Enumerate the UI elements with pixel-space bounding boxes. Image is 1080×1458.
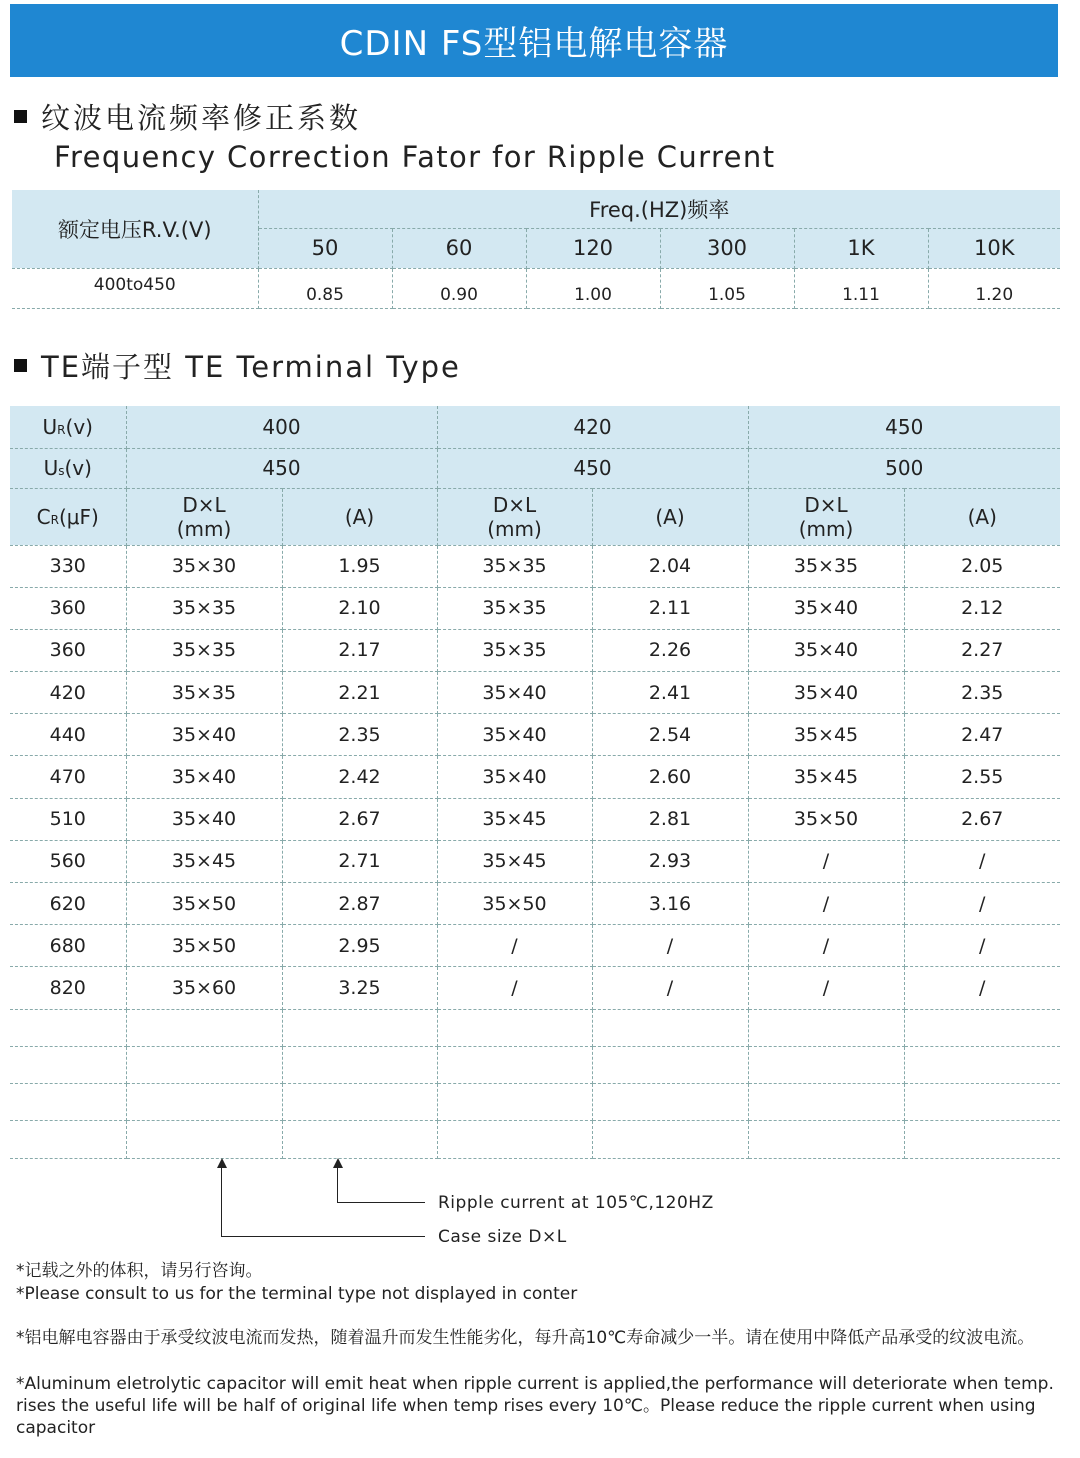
capacitance-cell: 510 (10, 798, 126, 840)
coefficient-cell: 1.11 (794, 268, 928, 308)
case-size-cell: 35×50 (126, 883, 282, 925)
rv-value: 400to450 (12, 268, 258, 308)
ripple-current-cell: / (904, 840, 1060, 882)
ripple-current-cell: 2.93 (592, 840, 748, 882)
case-size-cell: 35×50 (748, 798, 904, 840)
case-size-cell: 35×35 (126, 629, 282, 671)
case-size-cell: 35×50 (437, 883, 592, 925)
ur-value: 420 (437, 406, 748, 448)
dl-header: D×L (mm) (126, 488, 282, 545)
case-size-cell: 35×45 (748, 756, 904, 798)
case-size-cell: 35×40 (126, 714, 282, 756)
coefficient-cell: 1.20 (928, 268, 1060, 308)
ripple-current-cell: / (904, 883, 1060, 925)
case-size-cell: 35×35 (437, 629, 592, 671)
ripple-current-cell: 2.55 (904, 756, 1060, 798)
case-size-cell: 35×45 (437, 798, 592, 840)
dl-header: D×L (mm) (748, 488, 904, 545)
amp-header: (A) (592, 488, 748, 545)
table-row (10, 967, 1060, 1009)
te-terminal-table (10, 406, 1060, 1159)
ripple-current-cell: 3.25 (282, 967, 437, 1009)
case-size-cell: 35×40 (126, 798, 282, 840)
table-row (10, 672, 1060, 714)
freq-cell: 1K (794, 228, 928, 268)
case-size-cell: 35×40 (437, 714, 592, 756)
capacitance-cell: 440 (10, 714, 126, 756)
ripple-annotation: Ripple current at 105℃,120HZ (438, 1193, 714, 1213)
ripple-current-cell: 2.60 (592, 756, 748, 798)
case-size-cell: 35×40 (437, 756, 592, 798)
page-header (10, 4, 1058, 77)
capacitance-cell: 560 (10, 840, 126, 882)
ripple-current-cell: / (904, 925, 1060, 967)
ripple-current-cell: 2.21 (282, 672, 437, 714)
square-bullet-icon (14, 359, 27, 372)
ripple-current-cell: 2.27 (904, 629, 1060, 671)
case-size-cell: 35×40 (748, 672, 904, 714)
capacitance-cell: 470 (10, 756, 126, 798)
ur-value: 400 (126, 406, 437, 448)
table-row (10, 840, 1060, 882)
coefficient-cell: 1.05 (660, 268, 794, 308)
case-size-cell: 35×40 (437, 672, 592, 714)
freq-cell: 300 (660, 228, 794, 268)
ripple-current-cell: / (592, 925, 748, 967)
ripple-current-cell: 2.35 (282, 714, 437, 756)
coefficient-cell: 0.85 (258, 268, 392, 308)
freq-section-title (14, 96, 361, 137)
us-value: 450 (126, 448, 437, 488)
ripple-current-cell: 2.12 (904, 587, 1060, 629)
ripple-current-cell: 2.54 (592, 714, 748, 756)
case-size-cell: 35×40 (748, 587, 904, 629)
case-size-cell: 35×40 (126, 756, 282, 798)
case-size-cell: 35×30 (126, 545, 282, 587)
ur-label: UR(v) (10, 406, 126, 448)
arrow-up-icon (217, 1158, 227, 1168)
us-value: 450 (437, 448, 748, 488)
case-size-cell: / (437, 967, 592, 1009)
table-row (10, 883, 1060, 925)
case-size-cell: 35×35 (126, 672, 282, 714)
note-en-1: *Please consult to us for the terminal type not displayed in conter (16, 1284, 578, 1304)
arrow-up-icon (333, 1158, 343, 1168)
ripple-current-cell: 2.42 (282, 756, 437, 798)
freq-cell: 50 (258, 228, 392, 268)
rated-voltage-header: 额定电压R.V.(V) (12, 190, 258, 268)
ripple-current-cell: 2.67 (904, 798, 1060, 840)
ripple-current-cell: 2.26 (592, 629, 748, 671)
table-row (10, 587, 1060, 629)
capacitance-cell: 420 (10, 672, 126, 714)
ripple-current-cell: 2.04 (592, 545, 748, 587)
ripple-current-cell: 2.41 (592, 672, 748, 714)
table-row (10, 798, 1060, 840)
ripple-current-cell: / (592, 967, 748, 1009)
ripple-current-cell: 2.17 (282, 629, 437, 671)
case-size-cell: 35×50 (126, 925, 282, 967)
case-size-cell: / (748, 840, 904, 882)
ripple-current-cell: / (904, 967, 1060, 1009)
ripple-current-cell: 2.81 (592, 798, 748, 840)
capacitance-cell: 360 (10, 629, 126, 671)
table-row (10, 714, 1060, 756)
ripple-pointer-line (337, 1202, 425, 1203)
ripple-pointer-line (337, 1166, 338, 1203)
ripple-current-cell: 2.05 (904, 545, 1060, 587)
cr-label: CR(μF) (10, 488, 126, 545)
freq-cell: 10K (928, 228, 1060, 268)
coefficient-cell: 1.00 (526, 268, 660, 308)
table-row (10, 925, 1060, 967)
te-title: TE端子型 TE Terminal Type (41, 350, 461, 384)
ripple-current-cell: 2.95 (282, 925, 437, 967)
freq-title-en: Frequency Correction Fator for Ripple Current (54, 140, 776, 174)
capacitance-cell: 820 (10, 967, 126, 1009)
case-size-cell: 35×35 (437, 545, 592, 587)
case-size-cell: 35×45 (748, 714, 904, 756)
case-size-cell: / (748, 925, 904, 967)
case-size-cell: 35×35 (748, 545, 904, 587)
freq-title-cn: 纹波电流频率修正系数 (41, 101, 362, 135)
ur-value: 450 (748, 406, 1060, 448)
ripple-current-cell: 2.35 (904, 672, 1060, 714)
ripple-current-cell: 2.67 (282, 798, 437, 840)
freq-cell: 60 (392, 228, 526, 268)
case-size-cell: 35×60 (126, 967, 282, 1009)
us-label: Us(v) (10, 448, 126, 488)
te-section-title (14, 345, 461, 386)
case-size-cell: / (748, 883, 904, 925)
freq-cell: 120 (526, 228, 660, 268)
ripple-current-cell: 2.47 (904, 714, 1060, 756)
ripple-current-cell: 2.11 (592, 587, 748, 629)
ripple-current-cell: 2.87 (282, 883, 437, 925)
frequency-correction-table (12, 190, 1060, 309)
table-row (10, 629, 1060, 671)
case-size-cell: 35×45 (437, 840, 592, 882)
dl-header: D×L (mm) (437, 488, 592, 545)
capacitance-cell: 680 (10, 925, 126, 967)
ripple-current-cell: 1.95 (282, 545, 437, 587)
note-cn-1: *记载之外的体积，请另行咨询。 (16, 1261, 263, 1281)
case-size-cell: 35×45 (126, 840, 282, 882)
amp-header: (A) (904, 488, 1060, 545)
freq-header: Freq.(HZ)频率 (258, 190, 1060, 228)
capacitance-cell: 330 (10, 545, 126, 587)
case-size-cell: 35×35 (437, 587, 592, 629)
us-value: 500 (748, 448, 1060, 488)
case-size-annotation: Case size D×L (438, 1227, 567, 1247)
table-row (10, 756, 1060, 798)
case-size-pointer-line (221, 1236, 425, 1237)
case-size-cell: / (437, 925, 592, 967)
case-size-cell: 35×40 (748, 629, 904, 671)
square-bullet-icon (14, 110, 27, 123)
ripple-current-cell: 2.71 (282, 840, 437, 882)
amp-header: (A) (282, 488, 437, 545)
capacitance-cell: 360 (10, 587, 126, 629)
coefficient-cell: 0.90 (392, 268, 526, 308)
ripple-current-cell: 2.10 (282, 587, 437, 629)
case-size-cell: / (748, 967, 904, 1009)
capacitance-cell: 620 (10, 883, 126, 925)
ripple-current-cell: 3.16 (592, 883, 748, 925)
page-title: CDIN FS型铝电解电容器 (339, 24, 729, 64)
note-cn-2: *铝电解电容器由于承受纹波电流而发热，随着温升而发生性能劣化，每升高10℃寿命减少一半。请在使用中降低产品承受的纹波电流。 (16, 1328, 1035, 1348)
note-en-2: *Aluminum eletrolytic capacitor will emit heat when ripple current is applied,the performance will deteriorate when temp. rises the useful life will be half of original life when temp rises every 10℃。Please reduce the ripple current when using capacitor (16, 1374, 1054, 1438)
table-row (10, 545, 1060, 587)
case-size-pointer-line (221, 1166, 222, 1237)
case-size-cell: 35×35 (126, 587, 282, 629)
